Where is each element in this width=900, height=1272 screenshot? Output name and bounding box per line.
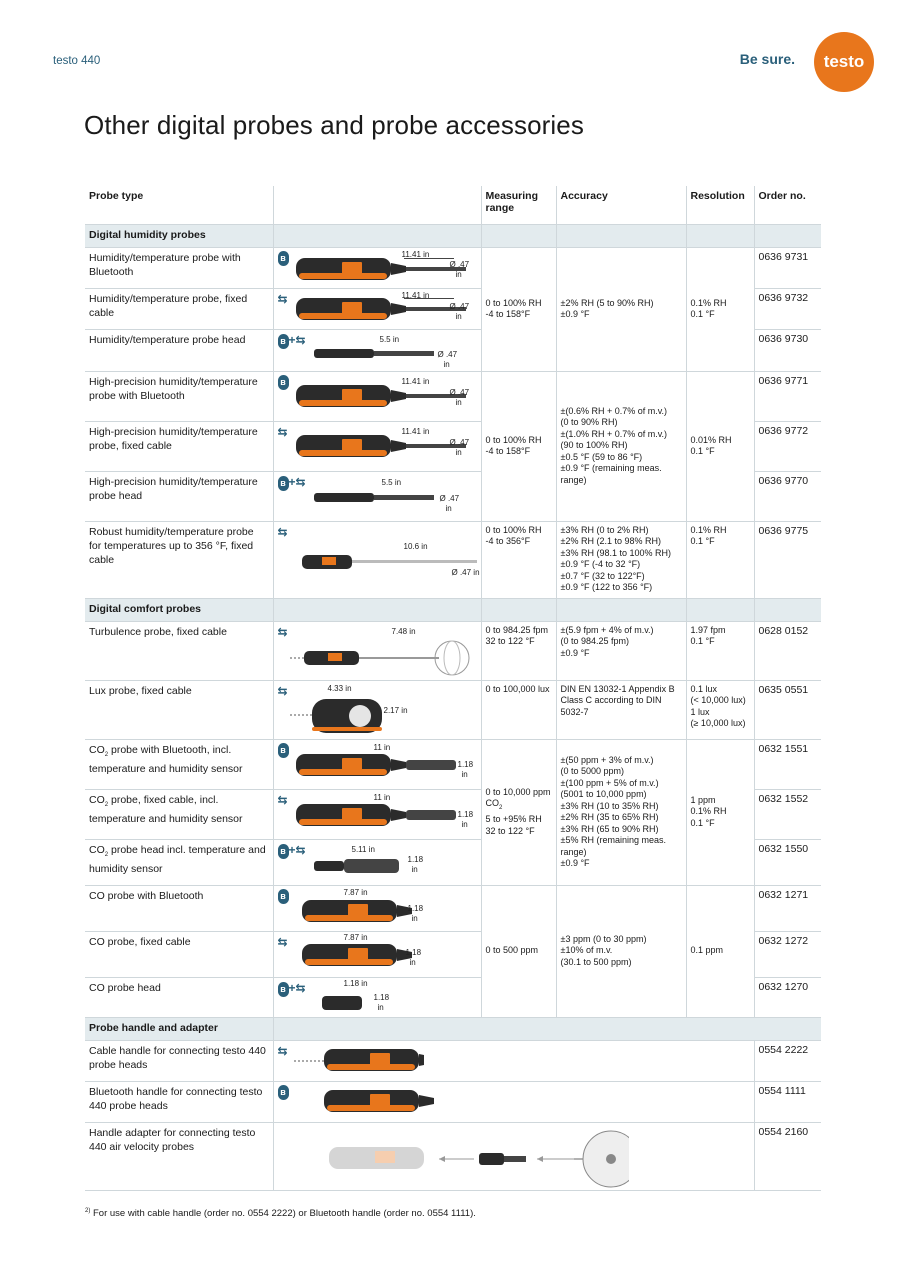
footnote: $^{2)}$ For use with cable handle (order no. 0554 2222) or Bluetooth handle (order no. 0554 1111). — [85, 1208, 476, 1220]
length-label: 5.5 in — [379, 334, 400, 344]
bluetooth-icon: ʙ — [278, 1085, 289, 1100]
range-cell: 0 to 10,000 ppm $CO_2$ 5 to +95% RH 32 to 122 °F — [481, 739, 556, 885]
probe-table — [85, 186, 821, 1191]
resolution-cell: 1.97 fpm 0.1 °F — [686, 621, 754, 680]
section-handle — [85, 1017, 821, 1040]
range-cell: 0 to 500 ppm — [481, 885, 556, 1017]
resolution-cell: 0.1% RH 0.1 °F — [686, 521, 754, 598]
probe-image: ʙ 11.41 in Ø .47 in — [273, 371, 481, 421]
order-number: 0636 9731 — [754, 247, 821, 288]
section-humidity — [85, 224, 821, 247]
length-label: 10.6 in — [403, 541, 428, 551]
probe-type: Cable handle for connecting testo 440 probe heads — [85, 1040, 273, 1081]
accuracy-cell: ±2% RH (5 to 90% RH) ±0.9 °F — [556, 247, 686, 371]
table-row — [85, 739, 821, 789]
order-number: 0554 2222 — [754, 1040, 821, 1081]
probe-image: ʙ 7.87 in 1.18 in — [273, 885, 481, 931]
accuracy-cell: ±(50 ppm + 3% of m.v.) (0 to 5000 ppm) ±(100 ppm + 5% of m.v.) (5001 to 10,000 ppm) ±3% RH (10 to 35% RH) ±2% RH (35 to 65% RH) ±3% RH (65 to 90% RH) ±5% RH (remaining meas. range) ±0.9 °F — [556, 739, 686, 885]
order-number: 0628 0152 — [754, 621, 821, 680]
diameter-label: Ø .47 — [449, 387, 470, 397]
cable-icon: ⇆ — [277, 524, 288, 539]
table-row — [85, 680, 821, 739]
order-number: 0632 1270 — [754, 977, 821, 1017]
col-resolution: Resolution — [686, 186, 754, 224]
order-number: 0632 1551 — [754, 739, 821, 789]
order-number: 0554 1111 — [754, 1081, 821, 1122]
order-number: 0632 1272 — [754, 931, 821, 977]
probe-type: CO probe with Bluetooth — [85, 885, 273, 931]
range-cell: 0 to 100% RH -4 to 356°F — [481, 521, 556, 598]
width-label: 2.17 in — [383, 705, 408, 715]
probe-image — [273, 1122, 754, 1190]
cable-icon: ⇆ — [277, 683, 288, 698]
probe-image: ʙ 11.41 in Ø .47 in — [273, 247, 481, 288]
bluetooth-cable-icon: ʙ +⇆ — [278, 843, 306, 859]
col-accuracy: Accuracy — [556, 186, 686, 224]
diameter-label: Ø .47 — [449, 301, 470, 311]
diameter-label: Ø .47 — [449, 437, 470, 447]
table-row — [85, 247, 821, 288]
diameter-label: 1.18 — [373, 992, 390, 1002]
range-cell: 0 to 984.25 fpm 32 to 122 °F — [481, 621, 556, 680]
resolution-cell: 0.1 ppm — [686, 885, 754, 1017]
diameter-label: Ø .47 — [449, 259, 470, 269]
diameter-label: 1.18 — [407, 903, 424, 913]
order-number: 0636 9732 — [754, 288, 821, 329]
brand-block — [714, 32, 874, 92]
cable-icon: ⇆ — [277, 934, 288, 949]
col-range: Measuring range — [481, 186, 556, 224]
order-number: 0636 9775 — [754, 521, 821, 598]
probe-image — [273, 621, 481, 680]
accuracy-cell: ±(5.9 fpm + 4% of m.v.) (0 to 984.25 fpm) ±0.9 °F — [556, 621, 686, 680]
diameter-label: 1.18 — [457, 759, 474, 769]
probe-type: Turbulence probe, fixed cable — [85, 621, 273, 680]
brand-slogan: Be sure. — [739, 51, 795, 67]
diameter-label: 1.18 — [405, 947, 422, 957]
diameter-label: 1.18 — [457, 809, 474, 819]
bluetooth-icon: ʙ — [278, 251, 289, 266]
bluetooth-icon: ʙ — [278, 889, 289, 904]
probe-type: Humidity/temperature probe head — [85, 329, 273, 371]
length-label: 11 in — [373, 742, 391, 752]
order-number: 0635 0551 — [754, 680, 821, 739]
diameter-label: Ø .47 — [437, 349, 458, 359]
probe-type: CO probe head — [85, 977, 273, 1017]
probe-type: $CO_2$ probe, fixed cable, incl. temperature and humidity sensor — [85, 789, 273, 839]
range-cell: 0 to 100% RH -4 to 158°F — [481, 247, 556, 371]
probe-type: Robust humidity/temperature probe for temperatures up to 356 °F, fixed cable — [85, 521, 273, 598]
length-label: 5.11 in — [351, 844, 375, 854]
probe-image: ʙ 11 in 1.18 in — [273, 739, 481, 789]
probe-image — [273, 680, 481, 739]
table-row — [85, 621, 821, 680]
length-label: 11.41 in — [401, 290, 430, 300]
order-number: 0632 1550 — [754, 839, 821, 885]
probe-type: High-precision humidity/temperature probe, fixed cable — [85, 421, 273, 471]
length-label: 1.18 in — [343, 978, 368, 988]
probe-type: High-precision humidity/temperature probe head — [85, 471, 273, 521]
probe-image: ⇆ 11.41 in Ø .47 in — [273, 288, 481, 329]
order-number: 0636 9730 — [754, 329, 821, 371]
length-label: 11.41 in — [401, 249, 430, 259]
table-row — [85, 1081, 821, 1122]
table-row — [85, 371, 821, 421]
diameter-label: Ø .47 — [439, 493, 460, 503]
testo-logo: testo — [814, 32, 874, 92]
length-label: 4.33 in — [327, 683, 352, 693]
probe-image — [273, 1081, 754, 1122]
section-title: Digital comfort probes — [85, 598, 273, 621]
probe-type: $CO_2$ probe head incl. temperature and humidity sensor — [85, 839, 273, 885]
probe-type: Humidity/temperature probe, fixed cable — [85, 288, 273, 329]
table-row — [85, 1040, 821, 1081]
bluetooth-cable-icon: ʙ +⇆ — [278, 333, 306, 349]
section-comfort — [85, 598, 821, 621]
probe-image: ⇆ 7.87 in 1.18 in — [273, 931, 481, 977]
accuracy-cell: ±3 ppm (0 to 30 ppm) ±10% of m.v. (30.1 to 500 ppm) — [556, 885, 686, 1017]
probe-image: ⇆ 11 in 1.18 in — [273, 789, 481, 839]
range-cell: 0 to 100% RH -4 to 158°F — [481, 371, 556, 521]
length-label: 11.41 in — [401, 376, 430, 386]
order-number: 0636 9770 — [754, 471, 821, 521]
range-cell: 0 to 100,000 lux — [481, 680, 556, 739]
col-order: Order no. — [754, 186, 821, 224]
order-number: 0636 9772 — [754, 421, 821, 471]
probe-type: $CO_2$ probe with Bluetooth, incl. temperature and humidity sensor — [85, 739, 273, 789]
bluetooth-icon: ʙ — [278, 375, 289, 390]
probe-type: Bluetooth handle for connecting testo 440 probe heads — [85, 1081, 273, 1122]
order-number: 0554 2160 — [754, 1122, 821, 1190]
probe-image — [273, 521, 481, 598]
bluetooth-cable-icon: ʙ +⇆ — [278, 981, 306, 997]
length-label: 11 in — [373, 792, 391, 802]
accuracy-cell: ±3% RH (0 to 2% RH) ±2% RH (2.1 to 98% RH) ±3% RH (98.1 to 100% RH) ±0.9 °F (-4 to 32 °F) ±0.7 °F (32 to 122°F) ±0.9 °F (122 to 356 °F) — [556, 521, 686, 598]
cable-icon: ⇆ — [277, 424, 288, 439]
bluetooth-cable-icon: ʙ +⇆ — [278, 475, 306, 491]
diameter-label: 1.18 — [407, 854, 424, 864]
section-title: Probe handle and adapter — [85, 1017, 273, 1040]
table-row — [85, 1122, 821, 1190]
length-label: 7.87 in — [343, 932, 368, 942]
probe-type: Humidity/temperature probe with Bluetooth — [85, 247, 273, 288]
cable-icon: ⇆ — [277, 624, 288, 639]
probe-image: ʙ +⇆ 5.5 in Ø .47 in — [273, 329, 481, 371]
table-header — [85, 186, 821, 224]
probe-type: CO probe, fixed cable — [85, 931, 273, 977]
resolution-cell: 0.1 lux (< 10,000 lux) 1 lux (≥ 10,000 lux) — [686, 680, 754, 739]
probe-image: ʙ +⇆ 5.5 in Ø .47 in — [273, 471, 481, 521]
probe-image: ʙ +⇆ 5.11 in 1.18 in — [273, 839, 481, 885]
resolution-cell: 0.01% RH 0.1 °F — [686, 371, 754, 521]
probe-type: Lux probe, fixed cable — [85, 680, 273, 739]
section-title: Digital humidity probes — [85, 224, 273, 247]
resolution-cell: 0.1% RH 0.1 °F — [686, 247, 754, 371]
order-number: 0632 1552 — [754, 789, 821, 839]
cable-icon: ⇆ — [277, 291, 288, 306]
probe-type: High-precision humidity/temperature probe with Bluetooth — [85, 371, 273, 421]
resolution-cell: 1 ppm 0.1% RH 0.1 °F — [686, 739, 754, 885]
probe-image: ʙ +⇆ 1.18 in 1.18 in — [273, 977, 481, 1017]
probe-image — [273, 1040, 754, 1081]
length-label: 11.41 in — [401, 426, 430, 436]
order-number: 0636 9771 — [754, 371, 821, 421]
diameter-label: Ø .47 in — [451, 567, 480, 577]
probe-type: Handle adapter for connecting testo 440 air velocity probes — [85, 1122, 273, 1190]
page-title: Other digital probes and probe accessories — [84, 110, 584, 140]
probe-image: ⇆ 11.41 in Ø .47 in — [273, 421, 481, 471]
order-number: 0632 1271 — [754, 885, 821, 931]
bluetooth-icon: ʙ — [278, 743, 289, 758]
length-label: 7.87 in — [343, 887, 368, 897]
table-row — [85, 521, 821, 598]
accuracy-cell: DIN EN 13032-1 Appendix B Class C according to DIN 5032-7 — [556, 680, 686, 739]
cable-icon: ⇆ — [277, 792, 288, 807]
col-image — [273, 186, 481, 224]
length-label: 7.48 in — [391, 626, 416, 636]
accuracy-cell: ±(0.6% RH + 0.7% of m.v.) (0 to 90% RH) ±(1.0% RH + 0.7% of m.v.) (90 to 100% RH) ±0.5 °F (59 to 86 °F) ±0.9 °F (remaining meas. range) — [556, 371, 686, 521]
table-row — [85, 885, 821, 931]
product-name: testo 440 — [53, 55, 101, 67]
col-type: Probe type — [85, 186, 273, 224]
length-label: 5.5 in — [381, 477, 402, 487]
cable-icon: ⇆ — [277, 1043, 288, 1058]
